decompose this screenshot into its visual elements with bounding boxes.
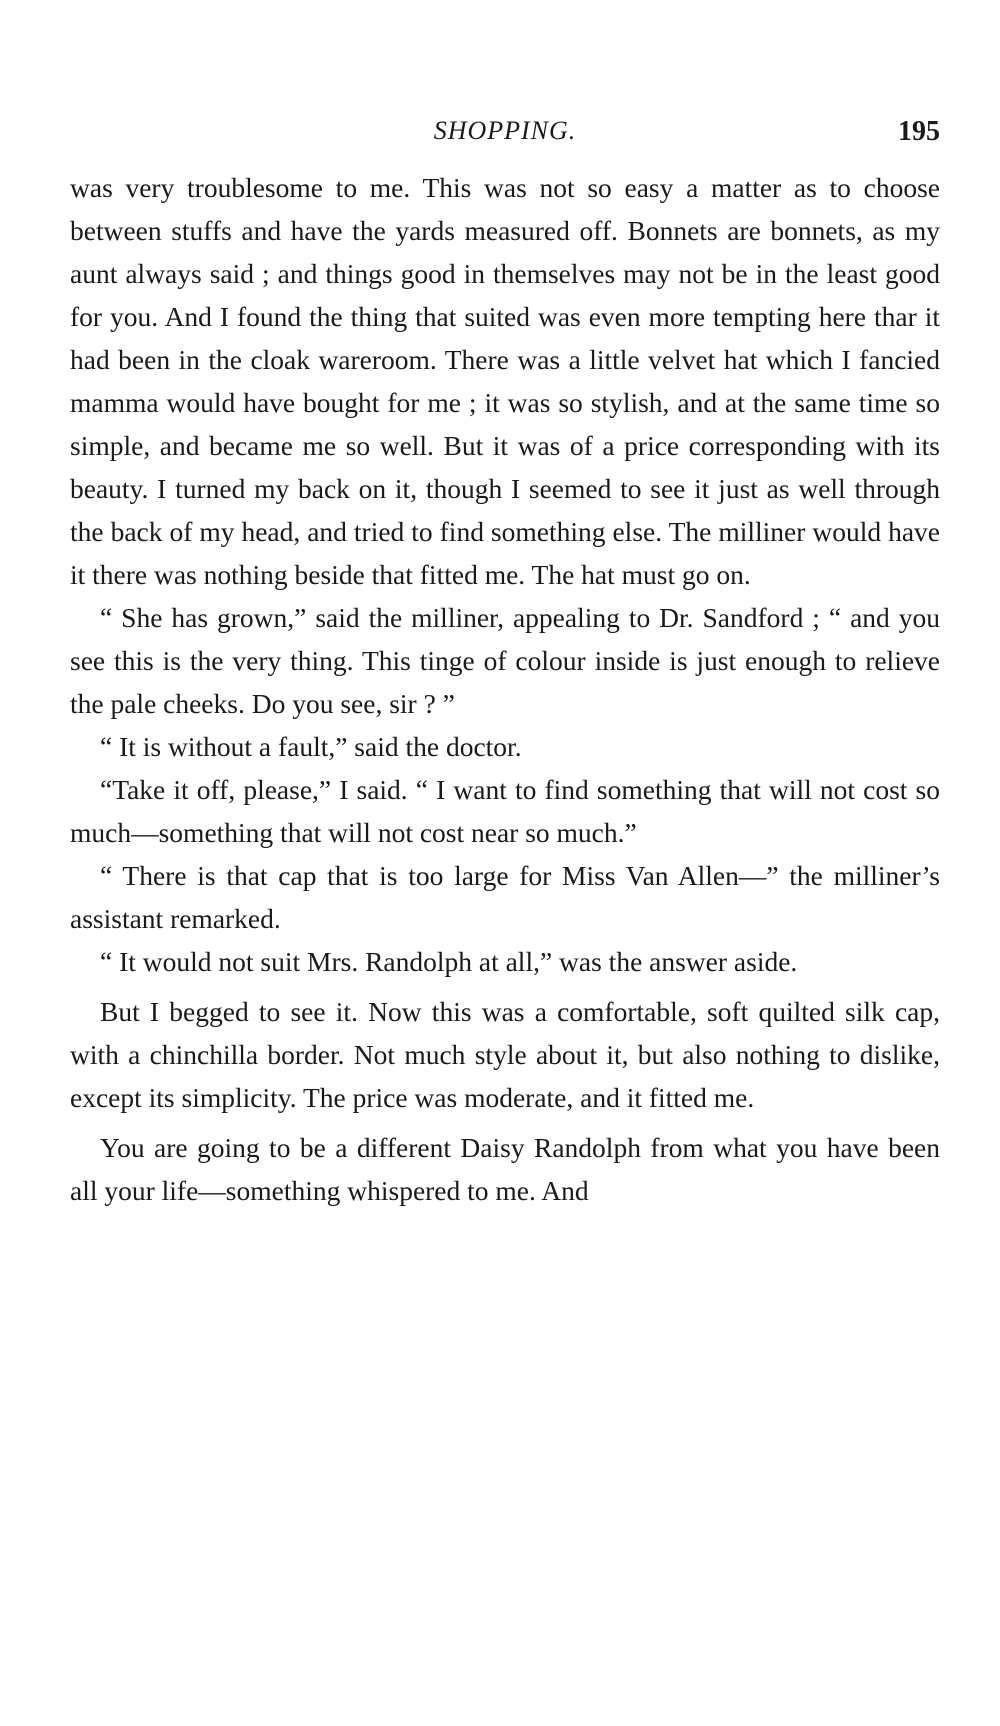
paragraph-7: But I begged to see it. Now this was a comfortable, soft quilted silk cap, with a chinchilla border. Not much style about it, but also nothing to dislike, except its simplicity. The price was moderate, and it fitted me. — [70, 996, 940, 1113]
running-head — [70, 116, 940, 156]
paragraph-3: “ It is without a fault,” said the doctor. — [100, 731, 522, 762]
paragraph-6: “ It would not suit Mrs. Randolph at all,” was the answer aside. — [100, 946, 798, 977]
paragraph-5: “ There is that cap that is too large for Miss Van Allen—” the milliner’s assistant remarked. — [70, 860, 940, 934]
paragraph-2: “ She has grown,” said the milliner, appealing to Dr. Sandford ; “ and you see this is the very thing. This tinge of colour inside is just enough to relieve the pale cheeks. Do you see, sir ? ” — [70, 602, 940, 719]
page-number: 195 — [898, 116, 940, 147]
running-title: SHOPPING. — [433, 116, 577, 145]
paragraph-4: “Take it off, please,” I said. “ I want to find something that will not cost so much—something that will not cost near so much.” — [70, 774, 940, 848]
body-text — [70, 166, 940, 1212]
paragraph-1: was very troublesome to me. This was not so easy a matter as to choose between stuffs and have the yards measured off. Bonnets are bonnets, as my aunt always said ; and things good in themselves may not be in the least good for you. And I found the thing that suited was even more tempting here thar it had been in the cloak wareroom. There was a little velvet hat which I fancied mamma would have bought for me ; it was so stylish, and at the same time so simple, and became me so well. But it was of a price corresponding with its beauty. I turned my back on it, though I seemed to see it just as well through the back of my head, and tried to find something else. The milliner would have it there was nothing beside that fitted me. The hat must go on. — [70, 172, 940, 590]
paragraph-8: You are going to be a different Daisy Randolph from what you have been all your life—something whispered to me. And — [70, 1132, 940, 1206]
